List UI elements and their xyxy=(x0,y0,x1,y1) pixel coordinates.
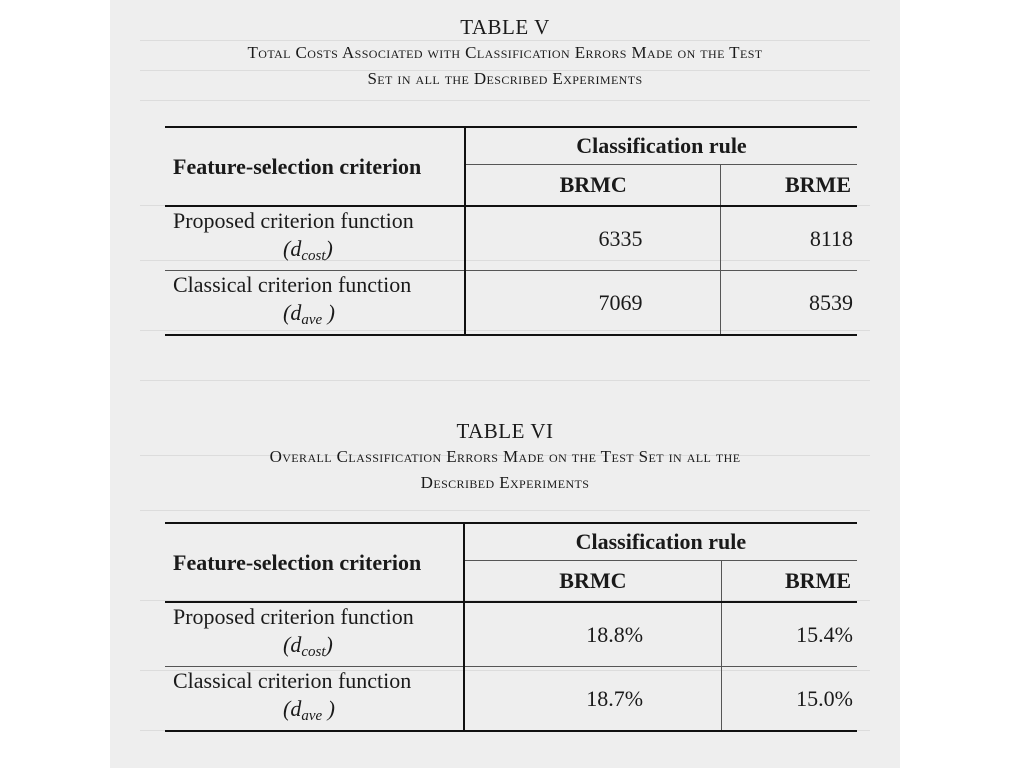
bleed-through-line xyxy=(140,510,870,511)
value-brme: 15.4% xyxy=(722,602,857,667)
criterion-symbol: ($d_{ave}$ ) xyxy=(283,300,335,328)
value-brme: 15.0% xyxy=(722,667,857,732)
table-number: TABLE V xyxy=(460,15,550,39)
value-brme: 8118 xyxy=(721,206,857,271)
header-classification-rule: Classification rule xyxy=(465,127,857,165)
value-brmc: 6335 xyxy=(465,206,721,271)
criterion-symbol: $(d_{cost})$ xyxy=(283,236,333,264)
header-criterion: Feature-selection criterion xyxy=(173,549,422,575)
table-v xyxy=(165,126,857,336)
bleed-through-line xyxy=(140,100,870,101)
column-header-brmc: BRMC xyxy=(464,561,722,603)
value-brmc: 18.8% xyxy=(464,602,722,667)
criterion-symbol: $(d_{cost})$ xyxy=(283,632,333,660)
row-proposed-criterion xyxy=(165,206,465,271)
table-caption-line: Total Costs Associated with Classification Errors Made on the Test xyxy=(247,43,763,62)
value-brme: 8539 xyxy=(721,271,857,336)
criterion-name: Proposed criterion function xyxy=(173,208,414,233)
row-classical-criterion xyxy=(165,271,465,336)
table-number: TABLE VI xyxy=(456,419,554,443)
table-v-block xyxy=(110,14,900,328)
table-caption-line: Described Experiments xyxy=(420,473,590,492)
criterion-name: Classical criterion function xyxy=(173,668,412,693)
column-header-brmc: BRMC xyxy=(465,165,721,207)
table-vi-block xyxy=(110,418,900,724)
header-classification-rule: Classification rule xyxy=(464,523,857,561)
table-vi xyxy=(165,522,857,732)
column-header-brme: BRME xyxy=(721,165,857,207)
criterion-symbol: ($d_{ave}$ ) xyxy=(283,696,335,724)
table-caption-line: Set in all the Described Experiments xyxy=(367,69,643,88)
table-caption-line: Overall Classification Errors Made on the Test Set in all the xyxy=(269,447,741,466)
value-brmc: 7069 xyxy=(465,271,721,336)
scanned-page xyxy=(110,0,900,768)
row-classical-criterion xyxy=(165,667,464,732)
bleed-through-line xyxy=(140,380,870,381)
column-header-brme: BRME xyxy=(722,561,857,603)
row-proposed-criterion xyxy=(165,602,464,667)
criterion-name: Proposed criterion function xyxy=(173,604,414,629)
criterion-name: Classical criterion function xyxy=(173,272,412,297)
header-criterion: Feature-selection criterion xyxy=(173,153,422,179)
value-brmc: 18.7% xyxy=(464,667,722,732)
